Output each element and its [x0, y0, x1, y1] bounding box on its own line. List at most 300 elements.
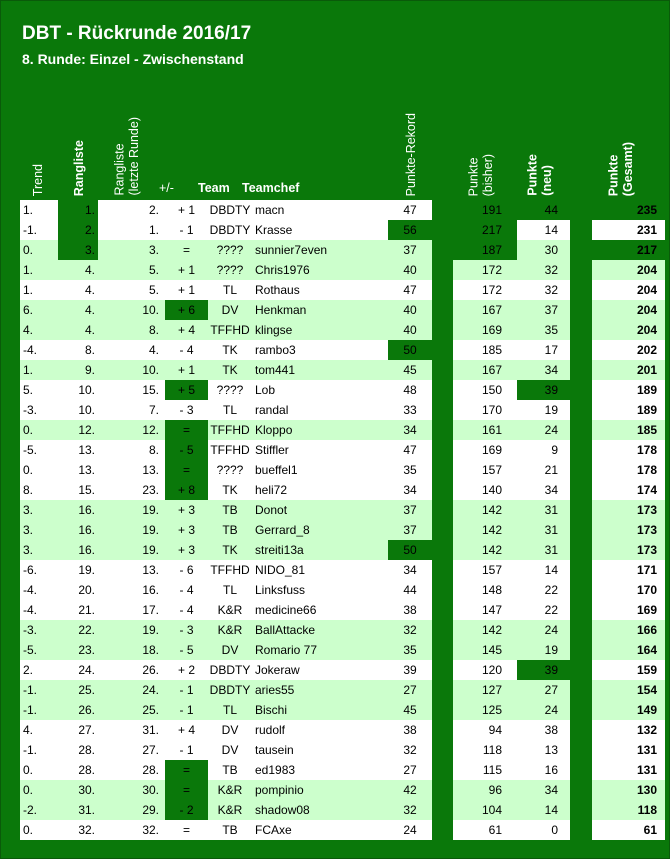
- teamchef-cell: Jokeraw: [252, 660, 388, 680]
- trend-cell: 0.: [20, 420, 58, 440]
- team-cell: ????: [208, 460, 252, 480]
- trend-cell: 8.: [20, 480, 58, 500]
- points-new-cell: 34: [517, 360, 570, 380]
- points-previous-cell: 150: [453, 380, 517, 400]
- points-previous-cell: 187: [453, 240, 517, 260]
- last-rank-cell: 25.: [98, 700, 165, 720]
- trend-cell: -5.: [20, 640, 58, 660]
- header-trend: Trend: [30, 163, 45, 196]
- record-points-cell: 40: [388, 260, 432, 280]
- team-cell: DV: [208, 740, 252, 760]
- record-points-cell: 27: [388, 760, 432, 780]
- points-new-cell: 22: [517, 600, 570, 620]
- change-cell: =: [165, 240, 208, 260]
- record-points-cell: 34: [388, 420, 432, 440]
- rank-cell: 3.: [58, 240, 98, 260]
- header-team: Team: [198, 181, 230, 195]
- points-previous-cell: 115: [453, 760, 517, 780]
- record-points-cell: 37: [388, 520, 432, 540]
- rank-cell: 2.: [58, 220, 98, 240]
- rank-cell: 12.: [58, 420, 98, 440]
- teamchef-cell: sunnier7even: [252, 240, 388, 260]
- points-new-cell: 35: [517, 320, 570, 340]
- trend-cell: -1.: [20, 700, 58, 720]
- rank-cell: 13.: [58, 460, 98, 480]
- trend-cell: 0.: [20, 780, 58, 800]
- teamchef-cell: medicine66: [252, 600, 388, 620]
- record-points-cell: 24: [388, 820, 432, 840]
- points-total-cell: 131: [592, 740, 665, 760]
- last-rank-cell: 26.: [98, 660, 165, 680]
- last-rank-cell: 16.: [98, 580, 165, 600]
- trend-cell: 2.: [20, 660, 58, 680]
- change-cell: + 1: [165, 280, 208, 300]
- trend-cell: -4.: [20, 580, 58, 600]
- points-total-cell: 189: [592, 380, 665, 400]
- points-new-cell: 37: [517, 300, 570, 320]
- change-cell: + 6: [165, 300, 208, 320]
- trend-cell: 3.: [20, 500, 58, 520]
- points-previous-cell: 145: [453, 640, 517, 660]
- trend-cell: -1.: [20, 220, 58, 240]
- record-points-cell: 35: [388, 640, 432, 660]
- record-points-cell: 45: [388, 700, 432, 720]
- team-cell: TK: [208, 480, 252, 500]
- team-cell: TFFHD: [208, 440, 252, 460]
- points-previous-cell: 140: [453, 480, 517, 500]
- team-cell: TFFHD: [208, 560, 252, 580]
- rank-cell: 32.: [58, 820, 98, 840]
- points-new-cell: 22: [517, 580, 570, 600]
- rank-cell: 4.: [58, 260, 98, 280]
- change-cell: - 4: [165, 340, 208, 360]
- teamchef-cell: randal: [252, 400, 388, 420]
- record-points-cell: 45: [388, 360, 432, 380]
- last-rank-cell: 2.: [98, 200, 165, 220]
- record-points-cell: 39: [388, 660, 432, 680]
- record-points-cell: 32: [388, 740, 432, 760]
- change-cell: - 1: [165, 220, 208, 240]
- points-new-cell: 24: [517, 420, 570, 440]
- points-new-cell: 31: [517, 520, 570, 540]
- teamchef-cell: Krasse: [252, 220, 388, 240]
- last-rank-cell: 13.: [98, 460, 165, 480]
- points-total-cell: 189: [592, 400, 665, 420]
- points-new-cell: 31: [517, 500, 570, 520]
- points-total-cell: 178: [592, 440, 665, 460]
- rank-cell: 19.: [58, 560, 98, 580]
- points-new-cell: 32: [517, 280, 570, 300]
- points-previous-cell: 157: [453, 460, 517, 480]
- trend-cell: -1.: [20, 740, 58, 760]
- teamchef-cell: rudolf: [252, 720, 388, 740]
- rank-cell: 4.: [58, 280, 98, 300]
- points-total-cell: 130: [592, 780, 665, 800]
- teamchef-cell: macn: [252, 200, 388, 220]
- points-new-cell: 24: [517, 700, 570, 720]
- teamchef-cell: Bischi: [252, 700, 388, 720]
- points-total-cell: 131: [592, 760, 665, 780]
- points-previous-cell: 191: [453, 200, 517, 220]
- points-total-cell: 185: [592, 420, 665, 440]
- teamchef-cell: ed1983: [252, 760, 388, 780]
- team-cell: DBDTY: [208, 680, 252, 700]
- record-points-cell: 56: [388, 220, 432, 240]
- change-cell: =: [165, 780, 208, 800]
- team-cell: TFFHD: [208, 420, 252, 440]
- points-previous-cell: 172: [453, 280, 517, 300]
- last-rank-cell: 32.: [98, 820, 165, 840]
- points-total-cell: 204: [592, 280, 665, 300]
- points-previous-cell: 185: [453, 340, 517, 360]
- points-total-cell: 171: [592, 560, 665, 580]
- points-new-cell: 39: [517, 660, 570, 680]
- rank-cell: 1.: [58, 200, 98, 220]
- last-rank-cell: 4.: [98, 340, 165, 360]
- trend-cell: 1.: [20, 360, 58, 380]
- points-new-cell: 39: [517, 380, 570, 400]
- points-total-cell: 174: [592, 480, 665, 500]
- points-new-cell: 38: [517, 720, 570, 740]
- team-cell: ????: [208, 240, 252, 260]
- change-cell: + 5: [165, 380, 208, 400]
- last-rank-cell: 15.: [98, 380, 165, 400]
- points-new-cell: 17: [517, 340, 570, 360]
- change-cell: - 4: [165, 580, 208, 600]
- points-total-cell: 118: [592, 800, 665, 820]
- points-total-cell: 164: [592, 640, 665, 660]
- last-rank-cell: 31.: [98, 720, 165, 740]
- last-rank-cell: 5.: [98, 280, 165, 300]
- change-cell: =: [165, 420, 208, 440]
- points-total-cell: 204: [592, 320, 665, 340]
- points-new-cell: 19: [517, 640, 570, 660]
- change-cell: + 8: [165, 480, 208, 500]
- rank-cell: 30.: [58, 780, 98, 800]
- change-cell: - 1: [165, 700, 208, 720]
- change-cell: =: [165, 820, 208, 840]
- rank-cell: 4.: [58, 320, 98, 340]
- points-total-cell: 201: [592, 360, 665, 380]
- record-points-cell: 50: [388, 340, 432, 360]
- rank-cell: 10.: [58, 400, 98, 420]
- points-new-cell: 34: [517, 780, 570, 800]
- record-points-cell: 47: [388, 440, 432, 460]
- team-cell: K&R: [208, 600, 252, 620]
- change-cell: + 3: [165, 540, 208, 560]
- team-cell: DBDTY: [208, 200, 252, 220]
- points-total-cell: 170: [592, 580, 665, 600]
- last-rank-cell: 5.: [98, 260, 165, 280]
- page-title: DBT - Rückrunde 2016/17: [22, 23, 252, 44]
- record-points-cell: 38: [388, 600, 432, 620]
- last-rank-cell: 17.: [98, 600, 165, 620]
- points-previous-cell: 169: [453, 320, 517, 340]
- change-cell: + 4: [165, 320, 208, 340]
- points-new-cell: 13: [517, 740, 570, 760]
- points-new-cell: 16: [517, 760, 570, 780]
- rank-cell: 28.: [58, 740, 98, 760]
- points-new-cell: 14: [517, 560, 570, 580]
- teamchef-cell: tausein: [252, 740, 388, 760]
- points-new-cell: 14: [517, 220, 570, 240]
- points-new-cell: 24: [517, 620, 570, 640]
- rank-cell: 31.: [58, 800, 98, 820]
- trend-cell: -1.: [20, 680, 58, 700]
- team-cell: DBDTY: [208, 660, 252, 680]
- change-cell: - 5: [165, 440, 208, 460]
- team-cell: TB: [208, 820, 252, 840]
- points-total-cell: 217: [592, 240, 665, 260]
- header-punkte-bisher: Punkte (bisher): [466, 153, 495, 196]
- rank-cell: 16.: [58, 500, 98, 520]
- team-cell: TL: [208, 280, 252, 300]
- change-cell: - 5: [165, 640, 208, 660]
- change-cell: + 4: [165, 720, 208, 740]
- record-points-cell: 32: [388, 620, 432, 640]
- change-cell: + 1: [165, 360, 208, 380]
- change-cell: - 3: [165, 620, 208, 640]
- points-total-cell: 132: [592, 720, 665, 740]
- last-rank-cell: 24.: [98, 680, 165, 700]
- points-previous-cell: 167: [453, 360, 517, 380]
- change-cell: + 1: [165, 200, 208, 220]
- teamchef-cell: Henkman: [252, 300, 388, 320]
- change-cell: - 4: [165, 600, 208, 620]
- last-rank-cell: 28.: [98, 760, 165, 780]
- trend-cell: 0.: [20, 820, 58, 840]
- points-new-cell: 21: [517, 460, 570, 480]
- page-subtitle: 8. Runde: Einzel - Zwischenstand: [22, 51, 244, 67]
- teamchef-cell: Linksfuss: [252, 580, 388, 600]
- team-cell: K&R: [208, 620, 252, 640]
- rank-cell: 28.: [58, 760, 98, 780]
- trend-cell: 1.: [20, 200, 58, 220]
- team-cell: ????: [208, 260, 252, 280]
- points-previous-cell: 96: [453, 780, 517, 800]
- trend-cell: 1.: [20, 260, 58, 280]
- team-cell: K&R: [208, 800, 252, 820]
- trend-cell: 3.: [20, 540, 58, 560]
- team-cell: TB: [208, 520, 252, 540]
- change-cell: + 2: [165, 660, 208, 680]
- teamchef-cell: klingse: [252, 320, 388, 340]
- teamchef-cell: bueffel1: [252, 460, 388, 480]
- points-new-cell: 27: [517, 680, 570, 700]
- team-cell: K&R: [208, 780, 252, 800]
- record-points-cell: 48: [388, 380, 432, 400]
- team-cell: ????: [208, 380, 252, 400]
- record-points-cell: 37: [388, 240, 432, 260]
- points-previous-cell: 120: [453, 660, 517, 680]
- points-previous-cell: 142: [453, 620, 517, 640]
- last-rank-cell: 19.: [98, 500, 165, 520]
- trend-cell: -4.: [20, 340, 58, 360]
- record-points-cell: 50: [388, 540, 432, 560]
- teamchef-cell: pompinio: [252, 780, 388, 800]
- points-previous-cell: 142: [453, 520, 517, 540]
- last-rank-cell: 13.: [98, 560, 165, 580]
- points-previous-cell: 118: [453, 740, 517, 760]
- points-total-cell: 173: [592, 500, 665, 520]
- record-points-cell: 33: [388, 400, 432, 420]
- points-total-cell: 154: [592, 680, 665, 700]
- rank-cell: 4.: [58, 300, 98, 320]
- trend-cell: 0.: [20, 460, 58, 480]
- header-punkte-gesamt: Punkte (Gesamt): [606, 141, 635, 196]
- record-points-cell: 34: [388, 560, 432, 580]
- header-rangliste: Rangliste: [71, 139, 86, 196]
- points-total-cell: 169: [592, 600, 665, 620]
- points-new-cell: 19: [517, 400, 570, 420]
- trend-cell: -3.: [20, 620, 58, 640]
- header-teamchef: Teamchef: [242, 181, 300, 195]
- rank-cell: 16.: [58, 520, 98, 540]
- last-rank-cell: 19.: [98, 520, 165, 540]
- trend-cell: 6.: [20, 300, 58, 320]
- record-points-cell: 47: [388, 200, 432, 220]
- points-total-cell: 61: [592, 820, 665, 840]
- points-previous-cell: 157: [453, 560, 517, 580]
- change-cell: - 1: [165, 740, 208, 760]
- points-total-cell: 202: [592, 340, 665, 360]
- record-points-cell: 35: [388, 460, 432, 480]
- record-points-cell: 40: [388, 300, 432, 320]
- change-cell: - 3: [165, 400, 208, 420]
- trend-cell: -5.: [20, 440, 58, 460]
- points-previous-cell: 142: [453, 500, 517, 520]
- last-rank-cell: 8.: [98, 440, 165, 460]
- teamchef-cell: Rothaus: [252, 280, 388, 300]
- points-previous-cell: 161: [453, 420, 517, 440]
- teamchef-cell: heli72: [252, 480, 388, 500]
- points-previous-cell: 217: [453, 220, 517, 240]
- trend-cell: 5.: [20, 380, 58, 400]
- rank-cell: 25.: [58, 680, 98, 700]
- points-new-cell: 32: [517, 260, 570, 280]
- last-rank-cell: 19.: [98, 620, 165, 640]
- points-total-cell: 178: [592, 460, 665, 480]
- teamchef-cell: NIDO_81: [252, 560, 388, 580]
- points-previous-cell: 104: [453, 800, 517, 820]
- record-points-cell: 38: [388, 720, 432, 740]
- teamchef-cell: FCAxe: [252, 820, 388, 840]
- team-cell: TFFHD: [208, 320, 252, 340]
- points-total-cell: 173: [592, 540, 665, 560]
- header-plusminus: +/-: [159, 181, 174, 195]
- last-rank-cell: 8.: [98, 320, 165, 340]
- record-points-cell: 42: [388, 780, 432, 800]
- header-punkte-rekord: Punkte-Rekord: [403, 112, 418, 196]
- rank-cell: 24.: [58, 660, 98, 680]
- change-cell: - 2: [165, 800, 208, 820]
- team-cell: DV: [208, 300, 252, 320]
- teamchef-cell: rambo3: [252, 340, 388, 360]
- last-rank-cell: 1.: [98, 220, 165, 240]
- rank-cell: 8.: [58, 340, 98, 360]
- rank-cell: 22.: [58, 620, 98, 640]
- header-rangliste-letzte-runde: Rangliste (letzte Runde): [112, 117, 141, 196]
- teamchef-cell: Kloppo: [252, 420, 388, 440]
- trend-cell: 1.: [20, 280, 58, 300]
- last-rank-cell: 10.: [98, 360, 165, 380]
- points-previous-cell: 125: [453, 700, 517, 720]
- last-rank-cell: 30.: [98, 780, 165, 800]
- points-previous-cell: 94: [453, 720, 517, 740]
- team-cell: TK: [208, 360, 252, 380]
- team-cell: TB: [208, 760, 252, 780]
- points-total-cell: 235: [592, 200, 665, 220]
- team-cell: TK: [208, 540, 252, 560]
- record-points-cell: 47: [388, 280, 432, 300]
- team-cell: TK: [208, 340, 252, 360]
- points-previous-cell: 148: [453, 580, 517, 600]
- points-previous-cell: 167: [453, 300, 517, 320]
- teamchef-cell: Romario 77: [252, 640, 388, 660]
- trend-cell: -6.: [20, 560, 58, 580]
- change-cell: - 1: [165, 680, 208, 700]
- points-previous-cell: 127: [453, 680, 517, 700]
- points-new-cell: 31: [517, 540, 570, 560]
- change-cell: =: [165, 760, 208, 780]
- trend-cell: 0.: [20, 240, 58, 260]
- teamchef-cell: Lob: [252, 380, 388, 400]
- points-total-cell: 231: [592, 220, 665, 240]
- points-total-cell: 166: [592, 620, 665, 640]
- points-new-cell: 9: [517, 440, 570, 460]
- team-cell: DBDTY: [208, 220, 252, 240]
- change-cell: + 1: [165, 260, 208, 280]
- teamchef-cell: aries55: [252, 680, 388, 700]
- rank-cell: 16.: [58, 540, 98, 560]
- rank-cell: 13.: [58, 440, 98, 460]
- points-new-cell: 34: [517, 480, 570, 500]
- points-total-cell: 149: [592, 700, 665, 720]
- teamchef-cell: Donot: [252, 500, 388, 520]
- record-points-cell: 44: [388, 580, 432, 600]
- team-cell: TL: [208, 400, 252, 420]
- last-rank-cell: 27.: [98, 740, 165, 760]
- rank-cell: 9.: [58, 360, 98, 380]
- points-total-cell: 173: [592, 520, 665, 540]
- header-punkte-neu: Punkte (neu): [525, 154, 554, 196]
- last-rank-cell: 12.: [98, 420, 165, 440]
- rank-cell: 27.: [58, 720, 98, 740]
- trend-cell: -3.: [20, 400, 58, 420]
- rank-cell: 21.: [58, 600, 98, 620]
- last-rank-cell: 10.: [98, 300, 165, 320]
- last-rank-cell: 29.: [98, 800, 165, 820]
- teamchef-cell: Chris1976: [252, 260, 388, 280]
- trend-cell: -2.: [20, 800, 58, 820]
- record-points-cell: 32: [388, 800, 432, 820]
- trend-cell: -4.: [20, 600, 58, 620]
- teamchef-cell: shadow08: [252, 800, 388, 820]
- points-previous-cell: 142: [453, 540, 517, 560]
- record-points-cell: 37: [388, 500, 432, 520]
- last-rank-cell: 23.: [98, 480, 165, 500]
- last-rank-cell: 19.: [98, 540, 165, 560]
- teamchef-cell: tom441: [252, 360, 388, 380]
- last-rank-cell: 3.: [98, 240, 165, 260]
- trend-cell: 4.: [20, 320, 58, 340]
- points-total-cell: 204: [592, 260, 665, 280]
- points-new-cell: 30: [517, 240, 570, 260]
- points-previous-cell: 170: [453, 400, 517, 420]
- team-cell: TL: [208, 700, 252, 720]
- team-cell: TL: [208, 580, 252, 600]
- trend-cell: 0.: [20, 760, 58, 780]
